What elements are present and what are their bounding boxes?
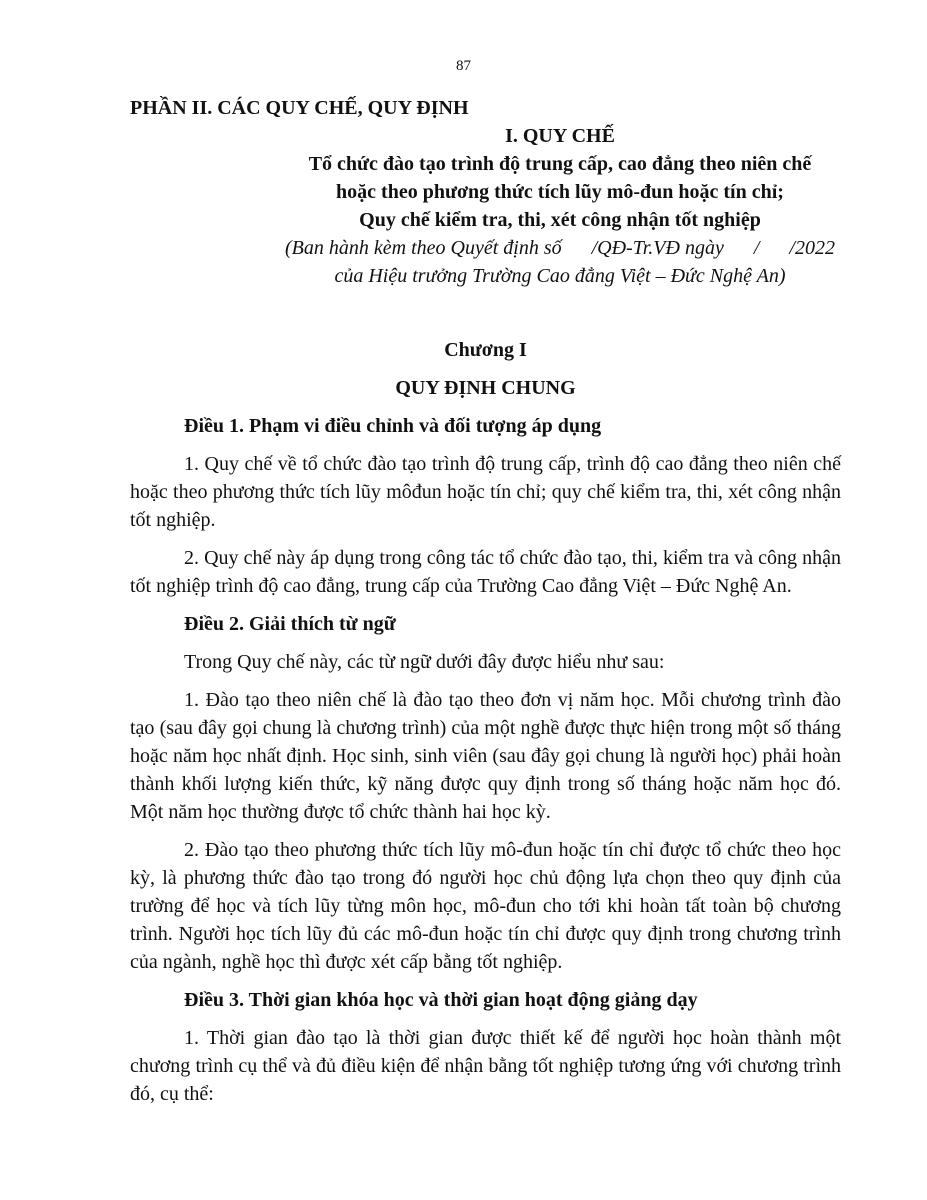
article-2-heading: Điều 2. Giải thích từ ngữ (184, 613, 396, 635)
section-title: I. QUY CHẾ (505, 125, 615, 147)
subtitle-line-3: Quy chế kiểm tra, thi, xét công nhận tốt nghiệp (359, 209, 761, 231)
chapter-title: QUY ĐỊNH CHUNG (395, 377, 576, 399)
subtitle-line-1: Tổ chức đào tạo trình độ trung cấp, cao đẳng theo niên chế (308, 153, 812, 175)
document-body (130, 94, 841, 1108)
article-3-heading: Điều 3. Thời gian khóa học và thời gian hoạt động giảng dạy (184, 989, 698, 1011)
article-1-paragraph-1: 1. Quy chế về tổ chức đào tạo trình độ trung cấp, trình độ cao đẳng theo niên chế hoặc theo phương thức tích lũy môđun hoặc tín chỉ; quy chế kiểm tra, thi, xét công nhận tốt nghiệp. (130, 453, 841, 531)
article-1-heading: Điều 1. Phạm vi điều chỉnh và đối tượng áp dụng (184, 415, 602, 437)
subtitle-line-2: hoặc theo phương thức tích lũy mô-đun hoặc tín chỉ; (336, 181, 784, 203)
part-title: PHẦN II. CÁC QUY CHẾ, QUY ĐỊNH (130, 97, 469, 119)
article-2-paragraph-3: 2. Đào tạo theo phương thức tích lũy mô-đun hoặc tín chỉ được tổ chức theo học kỳ, là phương thức đào tạo trong đó người học chủ động lựa chọn theo quy định của trường để học và tích lũy từng môn học, mô-đun cho tới khi hoàn tất toàn bộ chương trình. Người học tích lũy đủ các mô-đun hoặc tín chỉ được quy định trong chương trình của ngành, nghề học thì được xét cấp bằng tốt nghiệp. (130, 839, 841, 973)
issuance-line-1: (Ban hành kèm theo Quyết định số /QĐ-Tr.VĐ ngày / /2022 (285, 237, 835, 259)
article-2-paragraph-1: Trong Quy chế này, các từ ngữ dưới đây được hiểu như sau: (184, 651, 665, 673)
issuance-line-2: của Hiệu trưởng Trường Cao đẳng Việt – Đức Nghệ An) (334, 265, 786, 287)
article-2-paragraph-2: 1. Đào tạo theo niên chế là đào tạo theo đơn vị năm học. Mỗi chương trình đào tạo (sau đây gọi chung là chương trình) của một nghề được thực hiện trong một số tháng hoặc năm học nhất định. Học sinh, sinh viên (sau đây gọi chung là người học) phải hoàn thành khối lượng kiến thức, kỹ năng được quy định trong số tháng hoặc năm học đó. Một năm học thường được tổ chức thành hai học kỳ. (130, 689, 841, 823)
regulation-title-block (200, 122, 920, 290)
article-1-paragraph-2: 2. Quy chế này áp dụng trong công tác tổ chức đào tạo, thi, kiểm tra và công nhận tốt nghiệp trình độ cao đẳng, trung cấp của Trường Cao đẳng Việt – Đức Nghệ An. (130, 547, 841, 597)
page-number: 87 (456, 58, 471, 74)
article-3-paragraph-1: 1. Thời gian đào tạo là thời gian được thiết kế để người học hoàn thành một chương trình cụ thể và đủ điều kiện để nhận bằng tốt nghiệp tương ứng với chương trình đó, cụ thể: (130, 1027, 841, 1105)
chapter-label: Chương I (444, 339, 527, 361)
